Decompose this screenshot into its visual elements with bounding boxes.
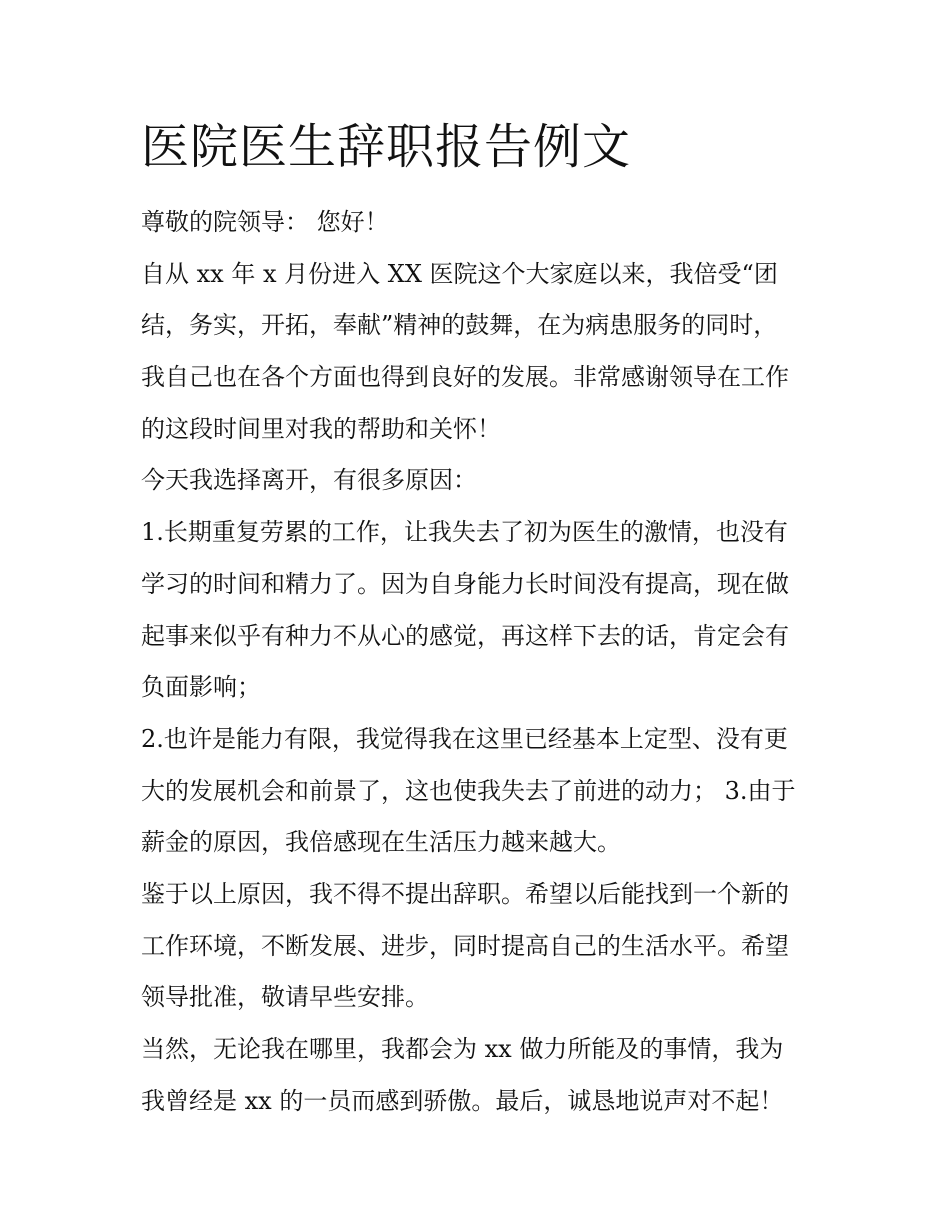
reason-line: 大的发展机会和前景了，这也使我失去了前进的动力； 3.由于 (141, 776, 796, 805)
paragraph-line: 我自己也在各个方面也得到良好的发展。非常感谢领导在工作 (141, 363, 789, 392)
reason-line: 负面影响； (141, 673, 261, 702)
document-body (141, 197, 821, 1127)
reason-line: 薪金的原因，我倍感现在生活压力越来越大。 (141, 828, 621, 857)
paragraph-line: 结，务实，开拓，奉献”精神的鼓舞，在为病患服务的同时， (141, 311, 778, 340)
reason-line: 起事来似乎有种力不从心的感觉，再这样下去的话，肯定会有 (141, 621, 789, 650)
reason-line: 2.也许是能力有限，我觉得我在这里已经基本上定型、没有更 (141, 724, 788, 753)
reason-line: 1.长期重复劳累的工作，让我失去了初为医生的激情，也没有 (141, 518, 788, 547)
paragraph-line: 工作环境，不断发展、进步，同时提高自己的生活水平。希望 (141, 931, 789, 960)
paragraph-line: 鉴于以上原因，我不得不提出辞职。希望以后能找到一个新的 (141, 879, 789, 908)
greeting-line: 尊敬的院领导： 您好！ (141, 208, 389, 236)
paragraph-line: 今天我选择离开，有很多原因： (141, 466, 477, 495)
closing-line: 当然，无论我在哪里，我都会为 xx 做力所能及的事情，我为 (141, 1035, 784, 1063)
document-title: 医院医生辞职报告例文 (141, 119, 632, 175)
paragraph-line: 自从 xx 年 x 月份进入 XX 医院这个大家庭以来，我倍受“团 (141, 259, 778, 288)
reason-line: 学习的时间和精力了。因为自身能力长时间没有提高，现在做 (141, 569, 789, 598)
closing-line: 我曾经是 xx 的一员而感到骄傲。最后，诚恳地说声对不起！ (141, 1086, 784, 1115)
paragraph-line: 的这段时间里对我的帮助和关怀！ (141, 414, 501, 443)
paragraph-line: 领导批准，敬请早些安排。 (141, 983, 429, 1012)
